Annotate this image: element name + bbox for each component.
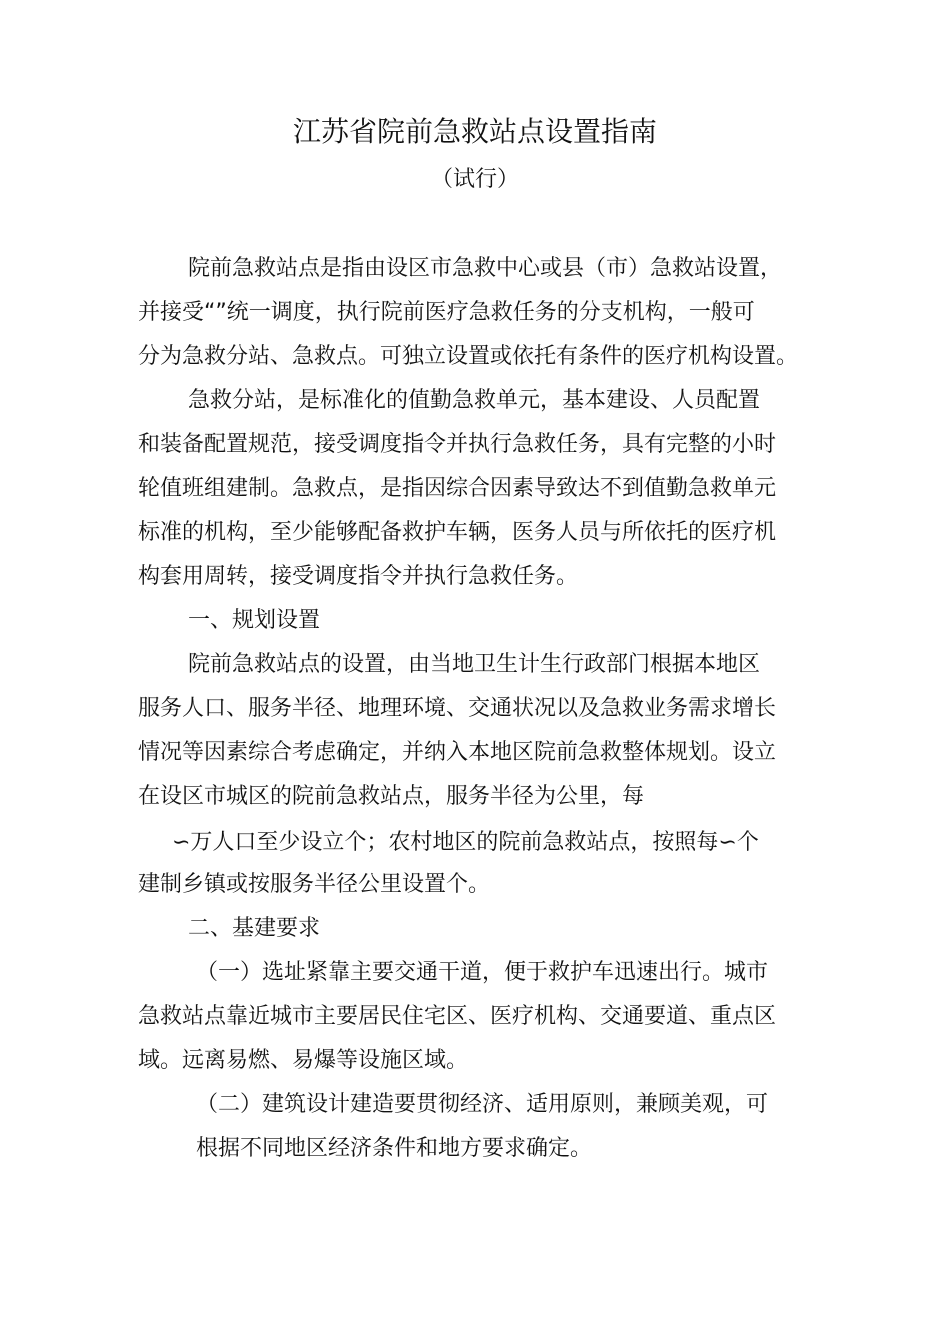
- section-heading: 一、规划设置: [188, 608, 321, 633]
- paragraph-line: 和装备配置规范，接受调度指令并执行急救任务，具有完整的小时: [138, 432, 777, 457]
- paragraph-line: 服务人口、服务半径、地理环境、交通状况以及急救业务需求增长: [138, 696, 777, 721]
- paragraph-line: （一）选址紧靠主要交通干道，便于救护车迅速出行。城市: [196, 960, 769, 985]
- paragraph-line: 域。远离易燃、易爆等设施区域。: [138, 1048, 469, 1073]
- paragraph-line: 并接受“”统一调度，执行院前医疗急救任务的分支机构，一般可: [138, 300, 755, 325]
- paragraph-line: 院前急救站点是指由设区市急救中心或县（市）急救站设置，: [188, 256, 783, 281]
- paragraph-line: 轮值班组建制。急救点，是指因综合因素导致达不到值勤急救单元: [138, 476, 777, 501]
- paragraph-line: 构套用周转，接受调度指令并执行急救任务。: [138, 564, 579, 589]
- paragraph-line: （二）建筑设计建造要贯彻经济、适用原则，兼顾美观，可: [196, 1092, 769, 1117]
- paragraph-line: 根据不同地区经济条件和地方要求确定。: [196, 1136, 593, 1161]
- paragraph-line: 院前急救站点的设置，由当地卫生计生行政部门根据本地区: [188, 652, 761, 677]
- paragraph-line: 分为急救分站、急救点。可独立设置或依托有条件的医疗机构设置。: [138, 344, 799, 369]
- paragraph-line: ∽万人口至少设立个；农村地区的院前急救站点，按照每∽个: [172, 830, 759, 855]
- document-title: 江苏省院前急救站点设置指南: [292, 115, 657, 148]
- paragraph-line: 在设区市城区的院前急救站点，服务半径为公里，每: [138, 784, 645, 809]
- document-subtitle: （试行）: [430, 167, 519, 192]
- paragraph-line: 标准的机构，至少能够配备救护车辆，医务人员与所依托的医疗机: [138, 520, 777, 545]
- section-heading: 二、基建要求: [188, 916, 321, 941]
- paragraph-line: 情况等因素综合考虑确定，并纳入本地区院前急救整体规划。设立: [138, 740, 777, 765]
- paragraph-line: 建制乡镇或按服务半径公里设置个。: [138, 872, 491, 897]
- paragraph-line: 急救分站，是标准化的值勤急救单元，基本建设、人员配置: [188, 388, 761, 413]
- paragraph-line: 急救站点靠近城市主要居民住宅区、医疗机构、交通要道、重点区: [138, 1004, 777, 1029]
